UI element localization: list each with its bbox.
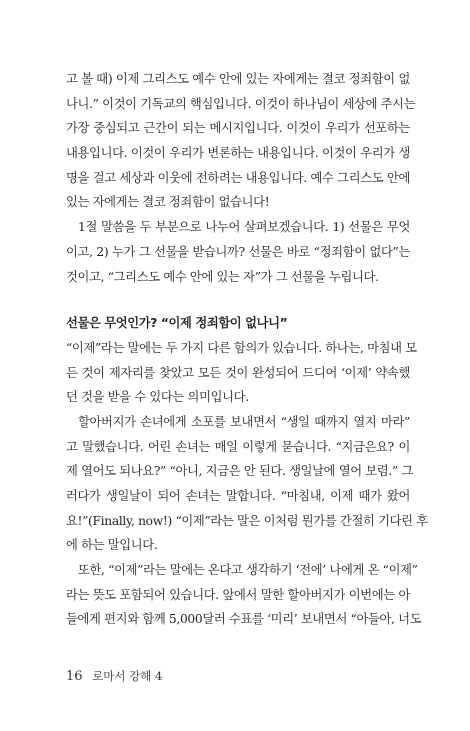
text-line: 라는 뜻도 포함되어 있습니다. 앞에서 말한 할아버지가 이번에는 아 <box>66 587 410 602</box>
text-line: 가장 중심되고 근간이 되는 메시지입니다. 이것이 우리가 선포하는 <box>66 121 410 136</box>
text-line: “이제”라는 말에는 두 가지 다른 함의가 있습니다. 하나는, 마침내 모 <box>66 340 417 355</box>
text-line: 들에게 편지와 함께 5,000달러 수표를 ‘미리’ 보내면서 “아들아, 너도 <box>66 612 422 627</box>
text-line: 있는 자에게는 결코 정죄함이 없습니다! <box>66 195 270 210</box>
text-line: 나니.” 이것이 기독교의 핵심입니다. 이것이 하나님이 세상에 주시는 <box>66 96 416 111</box>
running-title: 로마서 강해 4 <box>92 669 163 683</box>
paragraph-1 <box>66 67 416 215</box>
text-line: 든 것이 제자리를 찾았고 모든 것이 완성되어 드디어 ‘이제’ 약속했 <box>66 365 410 380</box>
page-footer <box>66 668 162 684</box>
paragraph-3 <box>66 336 417 410</box>
text-line: 에 하는 말입니다. <box>66 538 158 553</box>
text-line: 1절 말씀을 두 부분으로 나누어 살펴보겠습니다. 1) 선물은 무엇 <box>78 220 410 235</box>
text-line: 또한, “이제”라는 말에는 온다고 생각하기 ‘전에’ 나에게 온 “이제” <box>78 563 418 578</box>
section-spacer <box>66 289 410 311</box>
page-number: 16 <box>66 669 83 684</box>
text-line: 러다가 생일날이 되어 손녀는 말합니다. “마침내, 이제 때가 왔어 <box>66 489 410 503</box>
text-line: 요!”(Finally, now!) “이제”라는 말은 이처럼 뭔가를 간절히 기다린 후 <box>66 513 428 528</box>
paragraph-5 <box>66 558 422 632</box>
text-line: 고 말했습니다. 어린 손녀는 매일 이렇게 묻습니다. “지금은요? 이 <box>66 439 410 454</box>
text-line: 할아버지가 손녀에게 소포를 보내면서 “생일 때까지 열지 마라” <box>78 414 410 429</box>
paragraph-2 <box>66 215 410 289</box>
text-line: 던 것을 받을 수 있다는 의미입니다. <box>66 390 249 405</box>
body-text <box>66 67 428 632</box>
text-line: 내용입니다. 이것이 우리가 변론하는 내용입니다. 이것이 우리가 생 <box>66 146 410 161</box>
text-line: 명을 걸고 세상과 이웃에 전하려는 내용입니다. 예수 그리스도 안에 <box>66 170 410 185</box>
text-line: 것이고, “그리스도 예수 안에 있는 자”가 그 선물을 누립니다. <box>66 269 379 284</box>
section-heading: 선물은 무엇인가? “이제 정죄함이 없나니” <box>66 316 288 331</box>
text-line: 제 열어도 되나요?” “아니, 지금은 안 된다. 생일날에 열어 보렴.” 그 <box>66 464 414 479</box>
paragraph-4 <box>66 410 428 558</box>
text-line: 고 볼 때) 이제 그리스도 예수 안에 있는 자에게는 결코 정죄함이 없 <box>66 72 410 86</box>
text-line: 이고, 2) 누가 그 선물을 받습니까? 선물은 바로 “정죄함이 없다”는 <box>66 244 410 259</box>
